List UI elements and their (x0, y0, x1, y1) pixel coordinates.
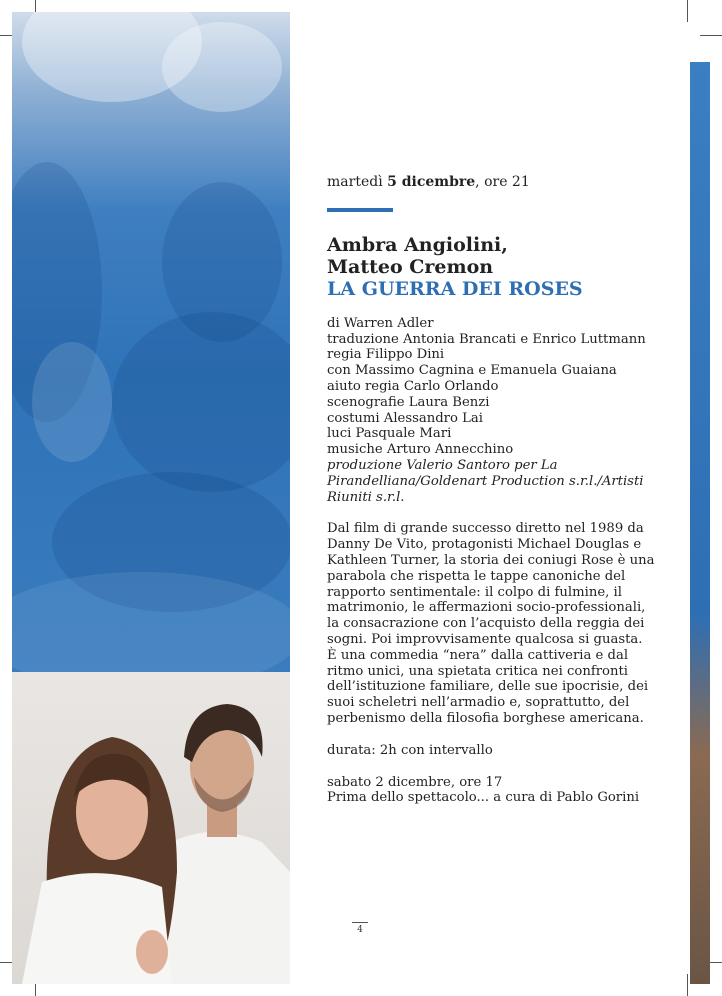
actors-photo (12, 672, 290, 984)
duration: durata: 2h con intervallo (327, 742, 493, 758)
date-bold: 5 dicembre (387, 174, 476, 190)
credit-line: traduzione Antonia Brancati e Enrico Luttmann (327, 331, 646, 347)
credit-line: di Warren Adler (327, 315, 434, 331)
event-date (327, 175, 657, 191)
show-title: LA GUERRA DEI ROSES (327, 277, 583, 300)
actors-illustration (12, 672, 290, 984)
credit-line: musiche Arturo Annecchino (327, 442, 514, 458)
credit-line: regia Filippo Dini (327, 347, 445, 363)
credit-line: con Massimo Cagnina e Emanuela Guaiana (327, 363, 617, 379)
description-text-2: È una commedia “nera” dalla cattiveria e dal ritmo unici, una spietata critica nei confronti dell’istituzione familiare, delle sue ipocrisie, dei suoi scheletri nell’armadio e, soprattutto, del perbenismo della filosofia borghese americana. (327, 647, 649, 726)
cast-line-2: Matteo Cremon (327, 255, 494, 278)
cast-line-1: Ambra Angiolini, (327, 233, 508, 256)
event-details (327, 170, 657, 806)
preshow-date: sabato 2 dicembre, ore 17 (327, 774, 503, 790)
crop-mark (687, 0, 688, 22)
accent-rule (327, 208, 393, 212)
page-number: 4 (352, 922, 368, 935)
description-text-1: Dal film di grande successo diretto nel 1989 da Danny De Vito, protagonisti Michael Douglas e Kathleen Turner, la storia dei coniugi Rose è una parabola che rispetta le tappe canoniche del rapporto sentimentale: il colpo di fulmine, il matrimonio, le affermazioni socio-professionali, la consacrazione con l’acquisto della reggia dei sogni. Poi improvvisamente qualcosa si guasta. (327, 521, 655, 647)
preshow-text: Prima dello spettacolo... a cura di Pablo Gorini (327, 790, 640, 806)
right-edge-image (690, 62, 710, 984)
preshow-info (327, 775, 657, 807)
date-suffix: , ore 21 (475, 174, 530, 190)
credits-list (327, 316, 657, 506)
credit-line: aiuto regia Carlo Orlando (327, 378, 499, 394)
description-paragraph (327, 521, 657, 726)
audience-image (12, 12, 290, 672)
credit-line: costumi Alessandro Lai (327, 410, 483, 426)
crop-mark (687, 974, 688, 996)
date-prefix: martedì (327, 174, 388, 190)
production-credit: produzione Valerio Santoro per La Pirandelliana/Goldenart Production s.r.l./Artisti Riuniti s.r.l. (327, 457, 644, 505)
credit-line: scenografie Laura Benzi (327, 394, 490, 410)
credit-line: luci Pasquale Mari (327, 426, 452, 442)
crop-mark (700, 35, 722, 36)
